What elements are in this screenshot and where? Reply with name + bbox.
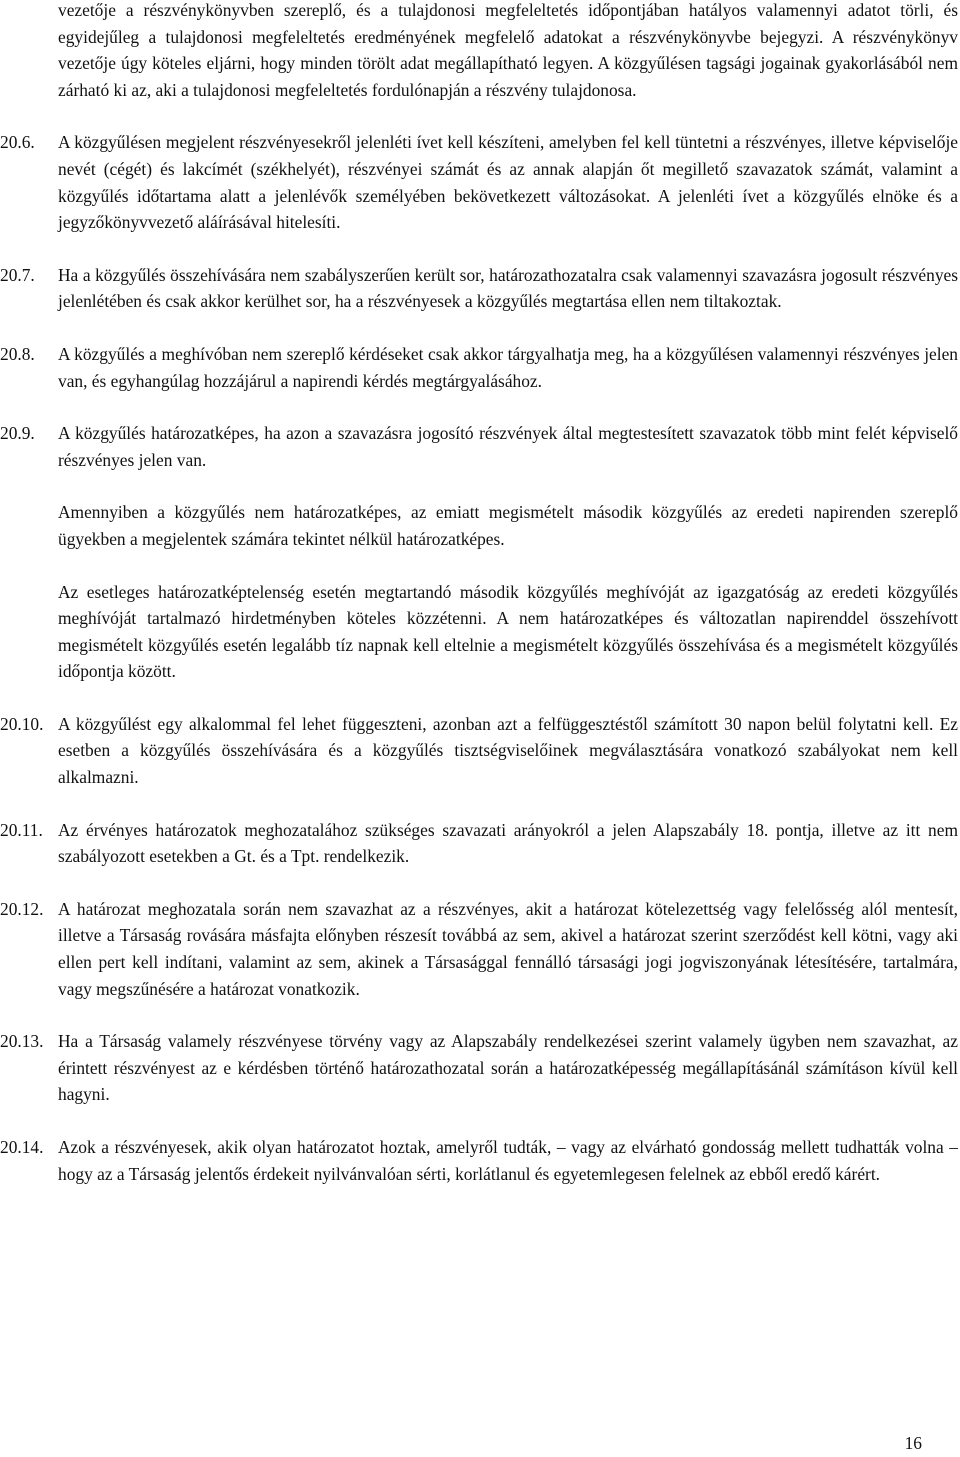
section-20-7	[0, 262, 958, 315]
section-20-6	[0, 129, 958, 235]
section-number: 20.10.	[0, 713, 44, 734]
section-20-10	[0, 711, 958, 791]
section-20-8	[0, 341, 958, 394]
section-text: A közgyűlést egy alkalommal fel lehet függeszteni, azonban azt a felfüggesztéstől számított 30 napon belül folytatni kell. Ez esetben a közgyűlés összehívására és a közgyűlés tisztségviselőinek megválasztására vonatkozó szabályokat nem kell alkalmazni.	[58, 713, 958, 788]
paragraph-repeat-meeting: Amennyiben a közgyűlés nem határozatképes, az emiatt megismételt második közgyűlés az eredeti napirenden szereplő ügyekben a megjelentek számára tekintet nélkül határozatképes.	[58, 502, 958, 549]
section-20-11	[0, 817, 958, 870]
section-number: 20.7.	[0, 264, 35, 285]
intro-paragraph: vezetője a részvénykönyvben szereplő, és a tulajdonosi megfeleltetés időpontjában hatályos valamennyi adatot törli, és egyidejűleg a tulajdonosi megfeleltetés eredményének megfelelő adatokat a részvénykönyvbe bejegyzi. A részvénykönyv vezetője úgy köteles eljárni, hogy minden törölt adat megállapítható legyen. A közgyűlésen tagsági jogainak gyakorlásából nem zárható ki az, aki a tulajdonosi megfeleltetés fordulónapján a részvény tulajdonosa.	[58, 0, 958, 100]
section-number: 20.6.	[0, 132, 35, 153]
section-number: 20.8.	[0, 343, 35, 364]
section-text: Ha a Társaság valamely részvényese törvény vagy az Alapszabály rendelkezései szerint valamely ügyben nem szavazhat, az érintett részvényest az e kérdésben történő határozathozatal során a határozatképesség megállapításánál számításon kívül kell hagyni.	[58, 1031, 958, 1105]
section-number: 20.11.	[0, 819, 43, 840]
section-text: A határozat meghozatala során nem szavazhat az a részvényes, akit a határozat kötelezettség vagy felelősség alól mentesít, illetve a Társaság rovására másfajta előnyben részesít továbbá az sem, akivel a határozat szerint szerződést kell kötni, vagy aki ellen pert kell indítani, valamint az sem, akinek a Társasággal fennálló társasági jogi jogviszonyának létesítésére, tartalmára, vagy megszűnésére a határozat vonatkozik.	[58, 898, 958, 999]
section-text: Az érvényes határozatok meghozatalához szükséges szavazati arányokról a jelen Alapszabály 18. pontja, illetve az itt nem szabályozott esetekben a Gt. és a Tpt. rendelkezik.	[58, 819, 958, 867]
section-20-9	[0, 420, 958, 473]
section-text: A közgyűlésen megjelent részvényesekről jelenléti ívet kell készíteni, amelyben fel kell tüntetni a részvényes, illetve képviselője nevét (cégét) és lakcímét (székhelyét), részvényei számát és az annak alapján őt megillető szavazatok számát, valamint a közgyűlés időtartama alatt a jelenlévők személyében bekövetkezett változásokat. A jelenléti ívet a közgyűlés elnöke és a jegyzőkönyvvezető aláírásával hitelesíti.	[58, 132, 958, 233]
section-text: A közgyűlés a meghívóban nem szereplő kérdéseket csak akkor tárgyalhatja meg, ha a közgyűlésen valamennyi részvényes jelen van, és egyhangúlag hozzájárul a napirendi kérdés megtárgyalásához.	[58, 343, 958, 391]
section-20-14	[0, 1134, 958, 1187]
section-text: Azok a részvényesek, akik olyan határozatot hoztak, amelyről tudták, – vagy az elvárható gondosság mellett tudhatták volna – hogy az a Társaság jelentős érdekeit nyilvánvalóan sérti, korlátlanul és egyetemlegesen felelnek az ebből eredő kárért.	[58, 1137, 958, 1184]
section-20-12	[0, 896, 958, 1002]
page-number: 16	[904, 1433, 922, 1453]
paragraph-invitation: Az esetleges határozatképtelenség esetén megtartandó második közgyűlés meghívóját az igazgatóság az eredeti közgyűlés meghívóját tartalmazó hirdetményben köteles közzétenni. A nem határozatképes és változatlan napirenddel összehívott megismételt közgyűlés esetén legalább tíz napnak kell eltelnie a megismételt közgyűlés összehívása és a megismételt közgyűlés időpontja között.	[58, 581, 958, 682]
section-number: 20.9.	[0, 423, 35, 444]
section-text: Ha a közgyűlés összehívására nem szabályszerűen került sor, határozathozatalra csak valamennyi szavazásra jogosult részvényes jelenlétében és csak akkor kerülhet sor, ha a részvényesek a közgyűlés megtartása ellen nem tiltakoztak.	[58, 264, 958, 312]
section-number: 20.13.	[0, 1031, 44, 1052]
section-number: 20.14.	[0, 1137, 44, 1157]
section-number: 20.12.	[0, 898, 44, 919]
section-20-13	[0, 1028, 958, 1108]
section-text: A közgyűlés határozatképes, ha azon a szavazásra jogosító részvények által megtestesített szavazatok több mint felét képviselő részvényes jelen van.	[58, 423, 958, 470]
